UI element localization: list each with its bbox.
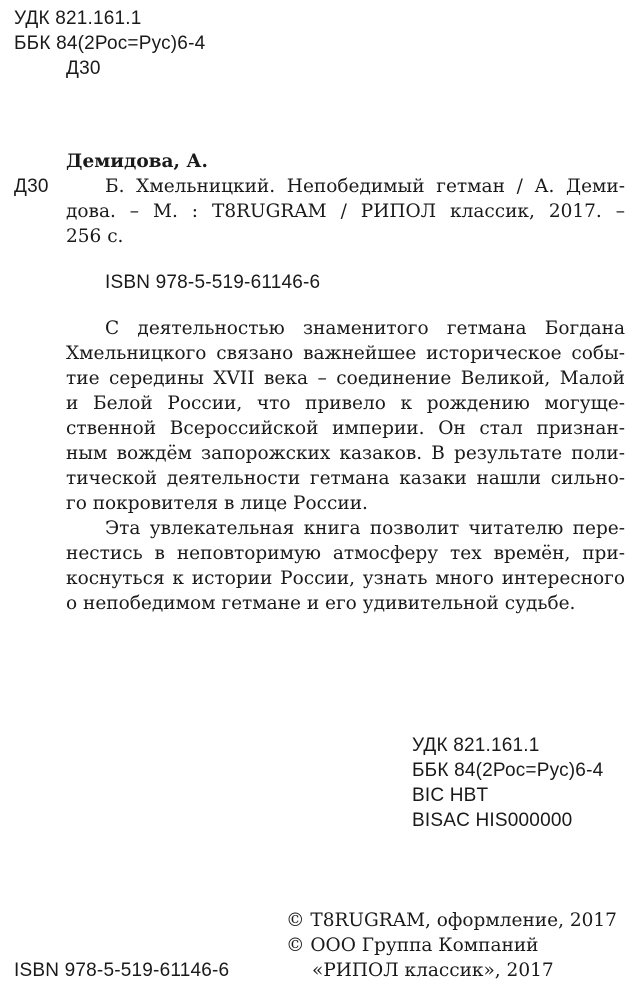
entry-description-line: дова. – М. : T8RUGRAM / РИПОЛ классик, 2017. – <box>66 201 625 222</box>
copyright-line-3: «РИПОЛ классик», 2017 <box>312 960 554 981</box>
bottom-bisac-code: BISAC HIS000000 <box>412 810 573 831</box>
entry-author: Демидова, А. <box>66 151 208 172</box>
annotation-line: нестись в неповторимую атмосферу тех времён, при- <box>66 543 625 564</box>
annotation-line: тической деятельности гетмана казаки нашли сильно- <box>66 468 625 489</box>
top-bbk-code: ББК 84(2Рос=Рус)6-4 <box>14 33 206 54</box>
annotation-line: о непобедимом гетмане и его удивительной судьбе. <box>66 593 576 614</box>
annotation-line: коснуться к истории России, узнать много интересного <box>66 568 625 589</box>
top-author-mark: Д30 <box>66 58 101 79</box>
bottom-udk-code: УДК 821.161.1 <box>412 735 540 756</box>
copyright-line-2: © ООО Группа Компаний <box>286 935 539 956</box>
copyright-line-1: © T8RUGRAM, оформление, 2017 <box>286 910 617 931</box>
entry-isbn: ISBN 978-5-519-61146-6 <box>105 272 321 293</box>
entry-side-mark: Д30 <box>14 176 49 197</box>
annotation-line: С деятельностью знаменитого гетмана Богдана <box>105 318 625 339</box>
annotation-line: Хмельницкого связано важнейшее историческое собы- <box>66 343 625 364</box>
annotation-line: ным вождём запорожских казаков. В результате поли- <box>66 443 625 464</box>
annotation-line: го покровителя в лице России. <box>66 493 368 514</box>
annotation-line: и Белой России, что привело к рождению могуще- <box>66 393 625 414</box>
entry-description-line: Б. Хмельницкий. Непобедимый гетман / А. Деми- <box>105 176 625 197</box>
bottom-bbk-code: ББК 84(2Рос=Рус)6-4 <box>412 760 604 781</box>
footer-isbn: ISBN 978-5-519-61146-6 <box>14 960 230 981</box>
annotation-line: Эта увлекательная книга позволит читателю пере- <box>105 518 625 539</box>
bottom-bic-code: BIC HBT <box>412 785 489 806</box>
entry-description-line: 256 с. <box>66 226 124 247</box>
annotation-line: ственной Всероссийской империи. Он стал признан- <box>66 418 625 439</box>
top-udk-code: УДК 821.161.1 <box>14 8 142 29</box>
annotation-line: тие середины XVII века – соединение Великой, Малой <box>66 368 625 389</box>
